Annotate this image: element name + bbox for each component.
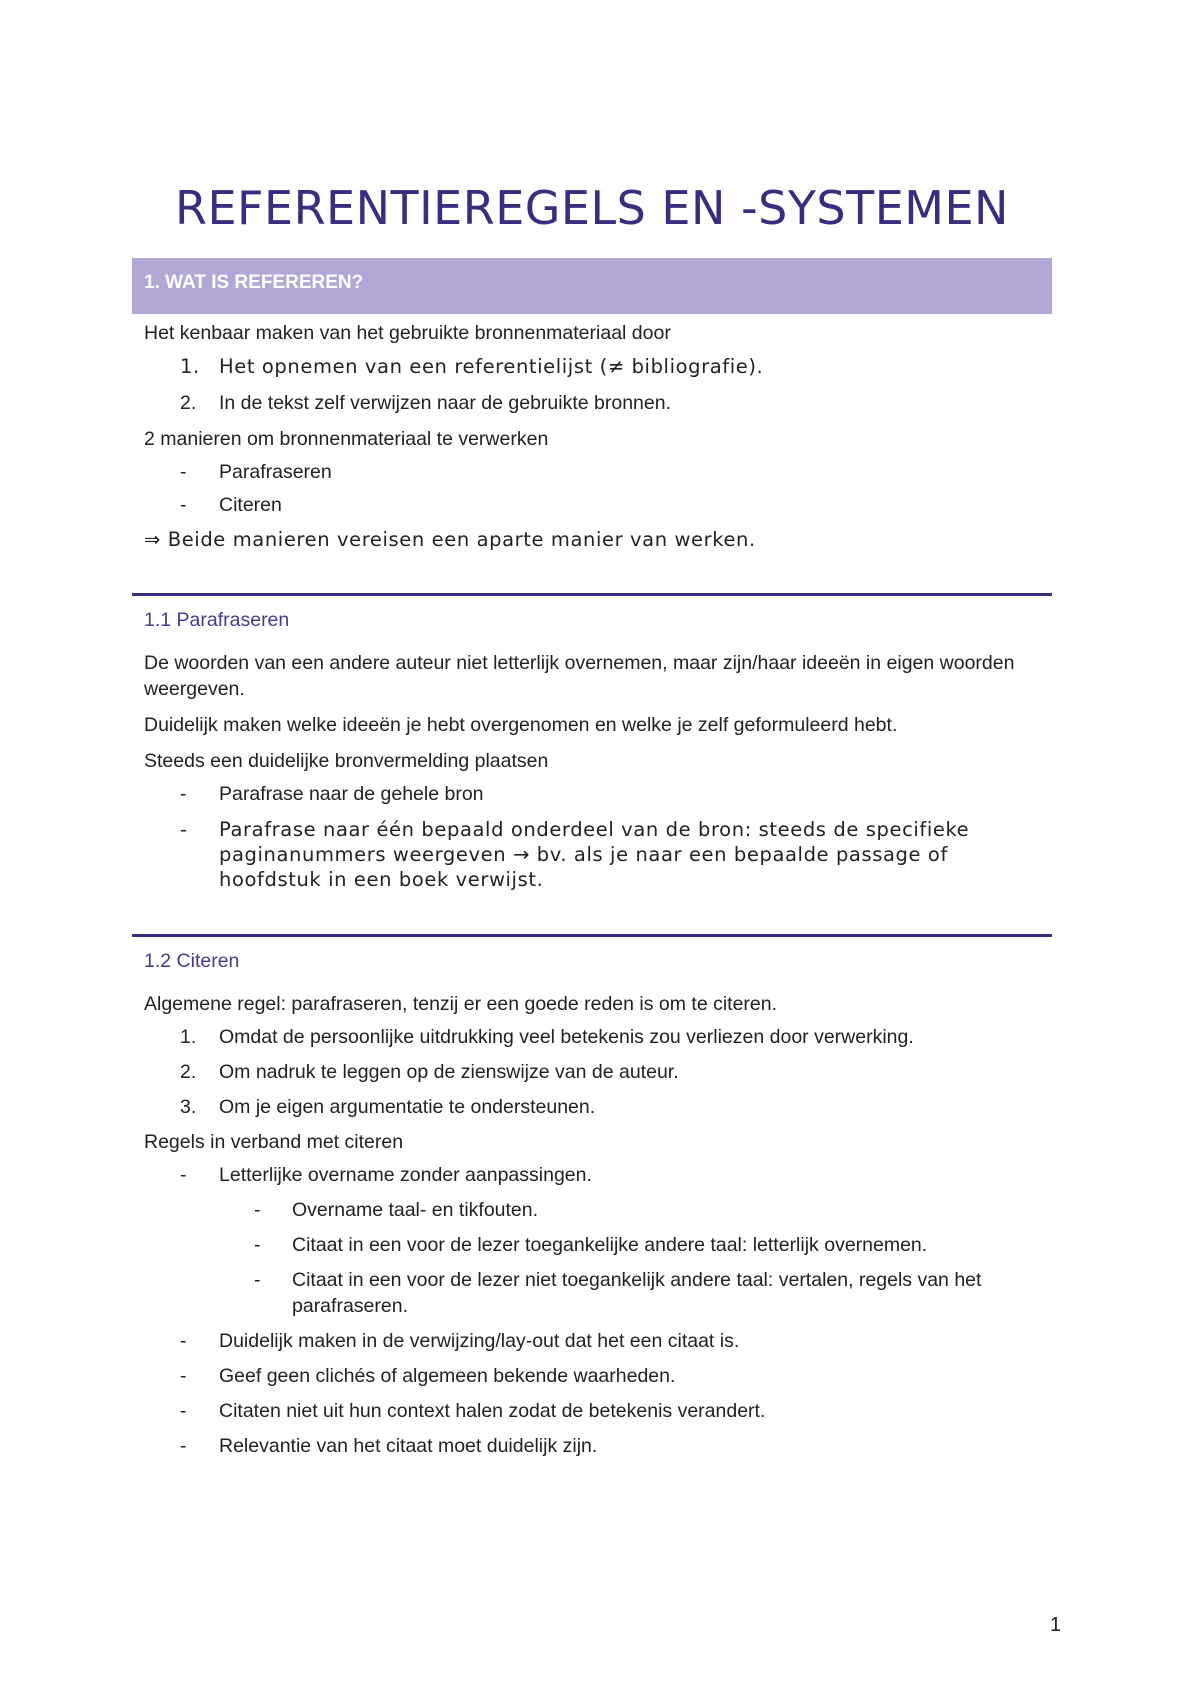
list-item xyxy=(132,781,1052,807)
list-item xyxy=(132,1328,1052,1354)
list-marker: 2. xyxy=(180,1061,197,1083)
list-marker: 3. xyxy=(180,1096,197,1118)
list-marker: 2. xyxy=(180,392,197,414)
list-item-text: Relevantie van het citaat moet duidelijk zijn. xyxy=(219,1435,598,1457)
list-item-text: Letterlijke overname zonder aanpassingen. xyxy=(219,1164,592,1186)
section-divider xyxy=(132,593,1052,596)
list-item-text: In de tekst zelf verwijzen naar de gebruikte bronnen. xyxy=(219,392,672,414)
list-marker: - xyxy=(254,1269,261,1291)
list-item-text: Citaat in een voor de lezer niet toegankelijk andere taal: vertalen, regels van het parafraseren. xyxy=(292,1269,982,1317)
list-item xyxy=(132,1162,1052,1188)
list-item xyxy=(132,1197,1052,1223)
list-item-text: Overname taal- en tikfouten. xyxy=(292,1199,539,1221)
section1-numbered-list xyxy=(132,354,1052,416)
list-item xyxy=(132,1232,1052,1258)
list-marker: - xyxy=(180,1400,187,1422)
list-marker: - xyxy=(180,818,188,841)
list-marker: - xyxy=(254,1234,261,1256)
section1-conclusion: ⇒ Beide manieren vereisen een aparte manier van werken. xyxy=(144,528,756,551)
section1-intro: Het kenbaar maken van het gebruikte bronnenmateriaal door xyxy=(144,322,671,344)
list-marker: - xyxy=(180,783,187,805)
document-content xyxy=(132,258,1052,1459)
list-item xyxy=(132,817,1052,892)
citation-reasons-list xyxy=(132,1024,1052,1120)
list-item-text: Om nadruk te leggen op de zienswijze van de auteur. xyxy=(219,1061,679,1083)
list-item xyxy=(132,1059,1052,1085)
section-heading-1: 1. WAT IS REFEREREN? xyxy=(132,258,1052,314)
list-item-text: Parafraseren xyxy=(219,461,332,483)
list-marker: - xyxy=(180,1164,187,1186)
list-item-text: Parafrase naar één bepaald onderdeel van de bron: steeds de specifieke paginanummers weergeven → bv. als je naar een bepaalde passage of hoofdstuk in een boek verwijst. xyxy=(219,818,970,891)
list-item xyxy=(132,1433,1052,1459)
list-marker: 1. xyxy=(180,355,200,378)
page-number: 1 xyxy=(1050,1614,1062,1636)
list-marker: - xyxy=(180,1330,187,1352)
list-marker: 1. xyxy=(180,1026,197,1048)
list-item xyxy=(132,390,1052,416)
list-item-text: Parafrase naar de gehele bron xyxy=(219,783,484,805)
methods-list xyxy=(132,459,1052,518)
section-divider xyxy=(132,934,1052,937)
list-item xyxy=(132,1024,1052,1050)
list-item-text: Het opnemen van een referentielijst (≠ bibliografie). xyxy=(219,355,764,378)
list-item-text: Omdat de persoonlijke uitdrukking veel betekenis zou verliezen door verwerking. xyxy=(219,1026,914,1048)
list-item-text: Geef geen clichés of algemeen bekende waarheden. xyxy=(219,1365,676,1387)
list-item xyxy=(132,1094,1052,1120)
subsection-heading-1-1: 1.1 Parafraseren xyxy=(144,609,290,631)
list-item xyxy=(132,459,1052,485)
list-item-text: Duidelijk maken in de verwijzing/lay-out dat het een citaat is. xyxy=(219,1330,740,1352)
paragraph: De woorden van een andere auteur niet letterlijk overnemen, maar zijn/haar ideeën in eigen woorden weergeven. xyxy=(144,652,1015,700)
list-marker: - xyxy=(180,461,187,483)
paragraph: Algemene regel: parafraseren, tenzij er een goede reden is om te citeren. xyxy=(144,993,778,1015)
paraphrase-list xyxy=(132,781,1052,892)
citation-rules-list xyxy=(132,1162,1052,1459)
list-item xyxy=(132,354,1052,380)
list-item-text: Citaat in een voor de lezer toegankelijke andere taal: letterlijk overnemen. xyxy=(292,1234,928,1256)
list-item-text: Om je eigen argumentatie te ondersteunen. xyxy=(219,1096,596,1118)
list-item-text: Citeren xyxy=(219,494,282,516)
list-item xyxy=(132,1398,1052,1424)
list-marker: - xyxy=(254,1199,261,1221)
list-item xyxy=(132,1267,1052,1319)
list-item xyxy=(132,1363,1052,1389)
subsection-heading-1-2: 1.2 Citeren xyxy=(144,950,240,972)
list-item xyxy=(132,492,1052,518)
list-item-text: Citaten niet uit hun context halen zodat de betekenis verandert. xyxy=(219,1400,766,1422)
paragraph: Steeds een duidelijke bronvermelding plaatsen xyxy=(144,750,549,772)
list-marker: - xyxy=(180,1435,187,1457)
methods-intro: 2 manieren om bronnenmateriaal te verwerken xyxy=(144,428,549,450)
list-marker: - xyxy=(180,1365,187,1387)
paragraph: Duidelijk maken welke ideeën je hebt overgenomen en welke je zelf geformuleerd hebt. xyxy=(144,714,898,736)
rules-intro: Regels in verband met citeren xyxy=(144,1131,404,1153)
document-title: REFERENTIEREGELS EN -SYSTEMEN xyxy=(175,180,1009,235)
list-marker: - xyxy=(180,494,187,516)
